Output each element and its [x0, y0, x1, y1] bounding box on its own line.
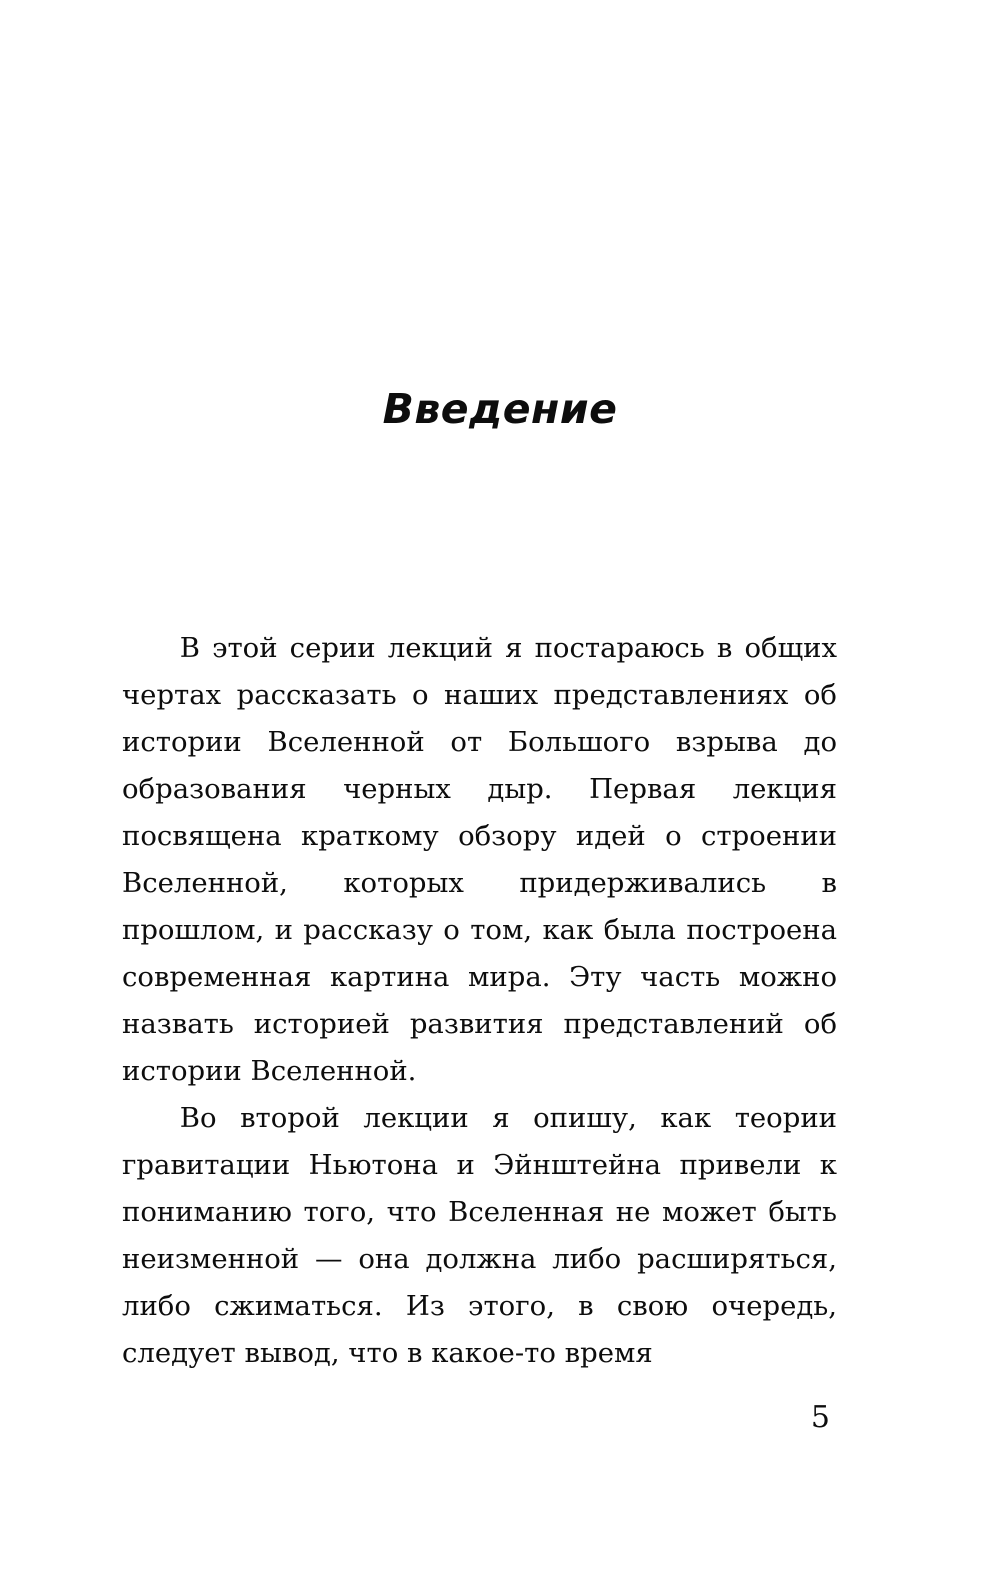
chapter-title: Введение: [382, 385, 618, 433]
page-number: 5: [810, 1400, 830, 1435]
paragraph: Во второй лекции я опишу, как теории гравитации Ньютона и Эйнштейна привели к пониманию того, что Вселенная не может быть неизменной — она должна либо расширяться, либо сжиматься. Из этого, в свою очередь, следует вывод, что в какое-то время: [122, 1102, 837, 1369]
paragraph: В этой серии лекций я постараюсь в общих чертах рассказать о наших представлениях об истории Вселенной от Большого взрыва до образования черных дыр. Первая лекция посвящена краткому обзору идей о строении Вселенной, которых придерживались в прошлом, и рассказу о том, как была построена современная картина мира. Эту часть можно назвать историей развития представлений об истории Вселенной.: [122, 632, 837, 1087]
body-text-block: [122, 625, 837, 1377]
